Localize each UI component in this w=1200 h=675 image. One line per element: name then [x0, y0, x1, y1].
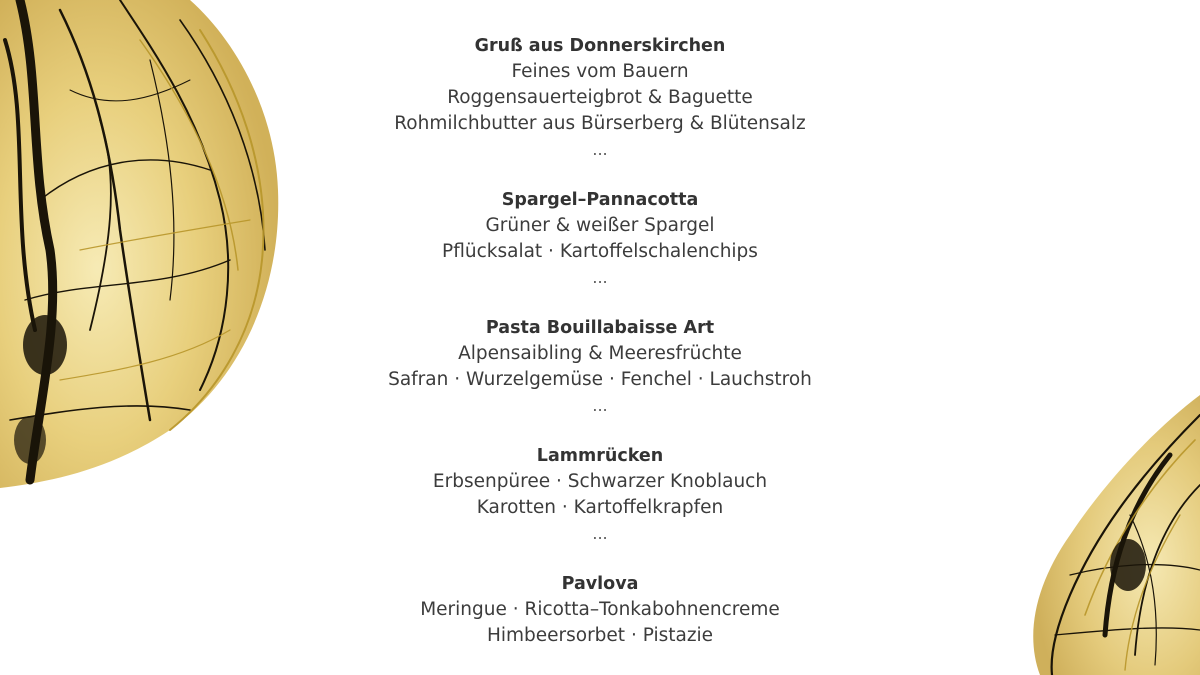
course-separator: ... [592, 268, 608, 287]
tasting-menu [300, 33, 900, 649]
course-line: Roggensauerteigbrot & Baguette [447, 87, 753, 108]
course-separator: ... [592, 396, 608, 415]
course-spargel [300, 187, 900, 265]
course-line: Grüner & weißer Spargel [485, 215, 715, 236]
course-line: Erbsenpüree · Schwarzer Knoblauch [432, 471, 768, 492]
course-separator: ... [592, 140, 608, 159]
course-line: Himbeersorbet · Pistazie [486, 625, 714, 646]
course-line: Karotten · Kartoffelkrapfen [476, 497, 724, 518]
course-title: Pasta Bouillabaisse Art [485, 318, 715, 338]
course-line: Pflücksalat · Kartoffelschalenchips [442, 241, 758, 262]
course-title: Spargel–Pannacotta [501, 190, 699, 210]
course-line: Feines vom Bauern [511, 61, 689, 82]
course-title: Lammrücken [536, 446, 664, 466]
course-pavlova [300, 571, 900, 649]
course-lamm [300, 443, 900, 521]
course-line: Alpensaibling & Meeresfrüchte [458, 343, 742, 364]
course-gruss [300, 33, 900, 137]
course-title: Pavlova [561, 574, 639, 594]
course-line: Rohmilchbutter aus Bürserberg & Blütensalz [394, 113, 806, 134]
course-separator: ... [592, 524, 608, 543]
course-pasta [300, 315, 900, 393]
physalis-illustration-left [0, 0, 290, 500]
course-title: Gruß aus Donnerskirchen [474, 36, 726, 56]
course-line: Safran · Wurzelgemüse · Fenchel · Lauchstroh [388, 369, 812, 390]
course-line: Meringue · Ricotta–Tonkabohnencreme [420, 599, 780, 620]
physalis-illustration-right [1010, 395, 1200, 675]
